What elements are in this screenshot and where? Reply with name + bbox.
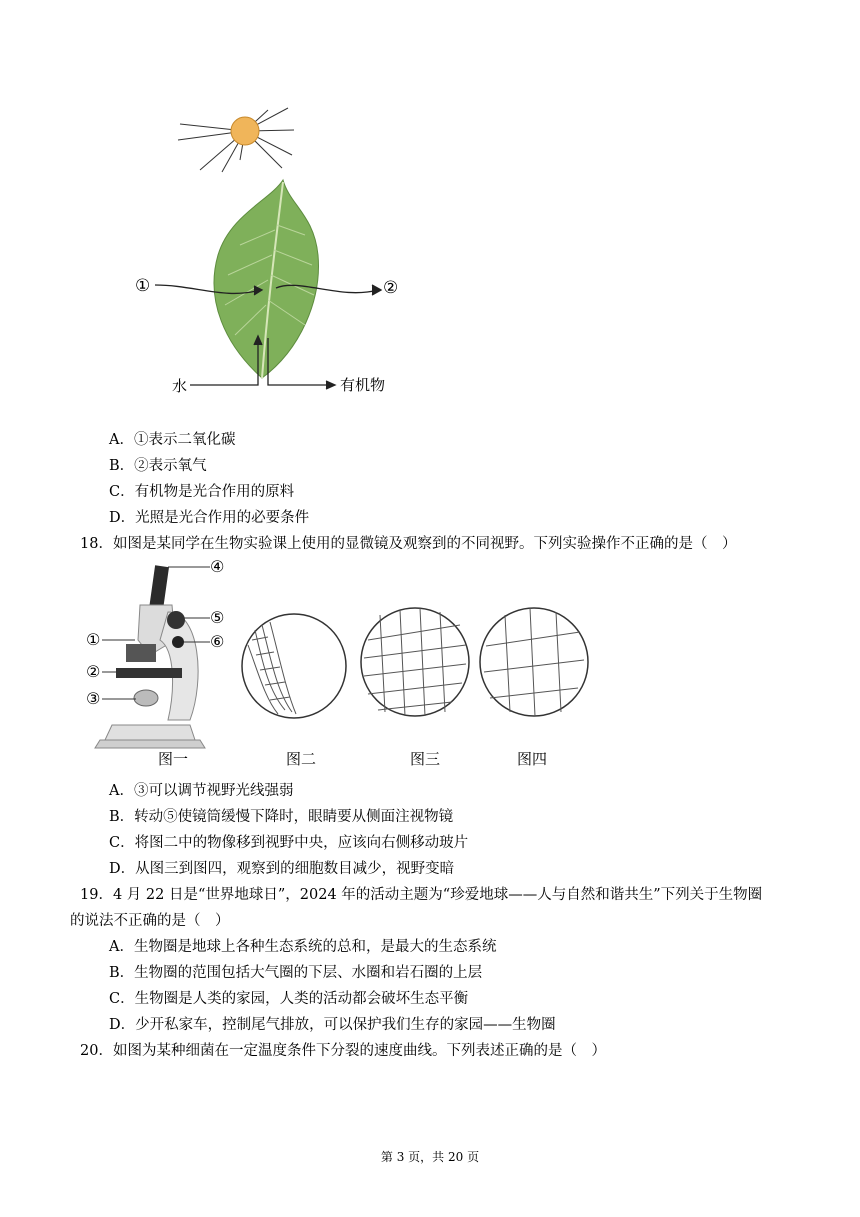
q18-stem: 18．如图是某同学在生物实验课上使用的显微镜及观察到的不同视野。下列实验操作不正确的是（ ）	[80, 536, 737, 552]
caption-figure-1: 图一	[158, 750, 189, 768]
q19-stem-line1: 19．4 月 22 日是“世界地球日”，2024 年的活动主题为“珍爱地球——人与自然和谐共生”下列关于生物圈	[80, 887, 763, 903]
view-circle-3	[361, 608, 469, 716]
microscope-label-5: ⑤	[210, 608, 225, 627]
q17-option-a: A．①表示二氧化碳	[109, 432, 236, 448]
q18-option-b: B．转动⑤使镜筒缓慢下降时，眼睛要从侧面注视物镜	[109, 809, 454, 825]
microscope-label-2: ②	[86, 662, 101, 681]
q18-option-a: A．③可以调节视野光线强弱	[109, 783, 294, 799]
q20-stem: 20．如图为某种细菌在一定温度条件下分裂的速度曲线。下列表述正确的是（ ）	[80, 1043, 606, 1059]
view-circle-2	[242, 614, 346, 718]
microscope-label-3: ③	[86, 689, 101, 708]
q18-option-c: C．将图二中的物像移到视野中央，应该向右侧移动玻片	[109, 835, 469, 851]
figure-label-1: ①	[135, 276, 151, 296]
q19-stem-line2: 的说法不正确的是（ ）	[70, 913, 230, 929]
microscope-label-6: ⑥	[210, 632, 225, 651]
q19-option-d: D．少开私家车，控制尾气排放，可以保护我们生存的家园——生物圈	[109, 1017, 556, 1033]
q18-option-d: D．从图三到图四，观察到的细胞数目减少，视野变暗	[109, 861, 455, 877]
figure-label-2: ②	[383, 278, 399, 298]
q19-option-b: B．生物圈的范围包括大气圈的下层、水圈和岩石圈的上层	[109, 965, 483, 981]
q17-option-b: B．②表示氧气	[109, 458, 207, 474]
microscope-figure	[80, 560, 600, 760]
sun-icon	[178, 108, 294, 172]
q17-option-d: D．光照是光合作用的必要条件	[109, 510, 310, 526]
figure-label-organic: 有机物	[340, 376, 386, 394]
microscope-label-1: ①	[86, 630, 101, 649]
microscope-image	[95, 565, 205, 748]
q19-option-a: A．生物圈是地球上各种生态系统的总和，是最大的生态系统	[109, 939, 497, 955]
caption-figure-4: 图四	[517, 750, 548, 768]
caption-figure-3: 图三	[410, 750, 441, 768]
caption-figure-2: 图二	[286, 750, 317, 768]
q19-option-c: C．生物圈是人类的家园，人类的活动都会破坏生态平衡	[109, 991, 469, 1007]
microscope-label-4: ④	[210, 557, 225, 576]
q17-option-c: C．有机物是光合作用的原料	[109, 484, 295, 500]
figure-label-water: 水	[172, 377, 188, 395]
photosynthesis-figure	[120, 100, 420, 400]
leaf-image	[214, 180, 318, 378]
view-circle-4	[480, 608, 588, 716]
page-footer: 第 3 页，共 20 页	[380, 1150, 480, 1164]
